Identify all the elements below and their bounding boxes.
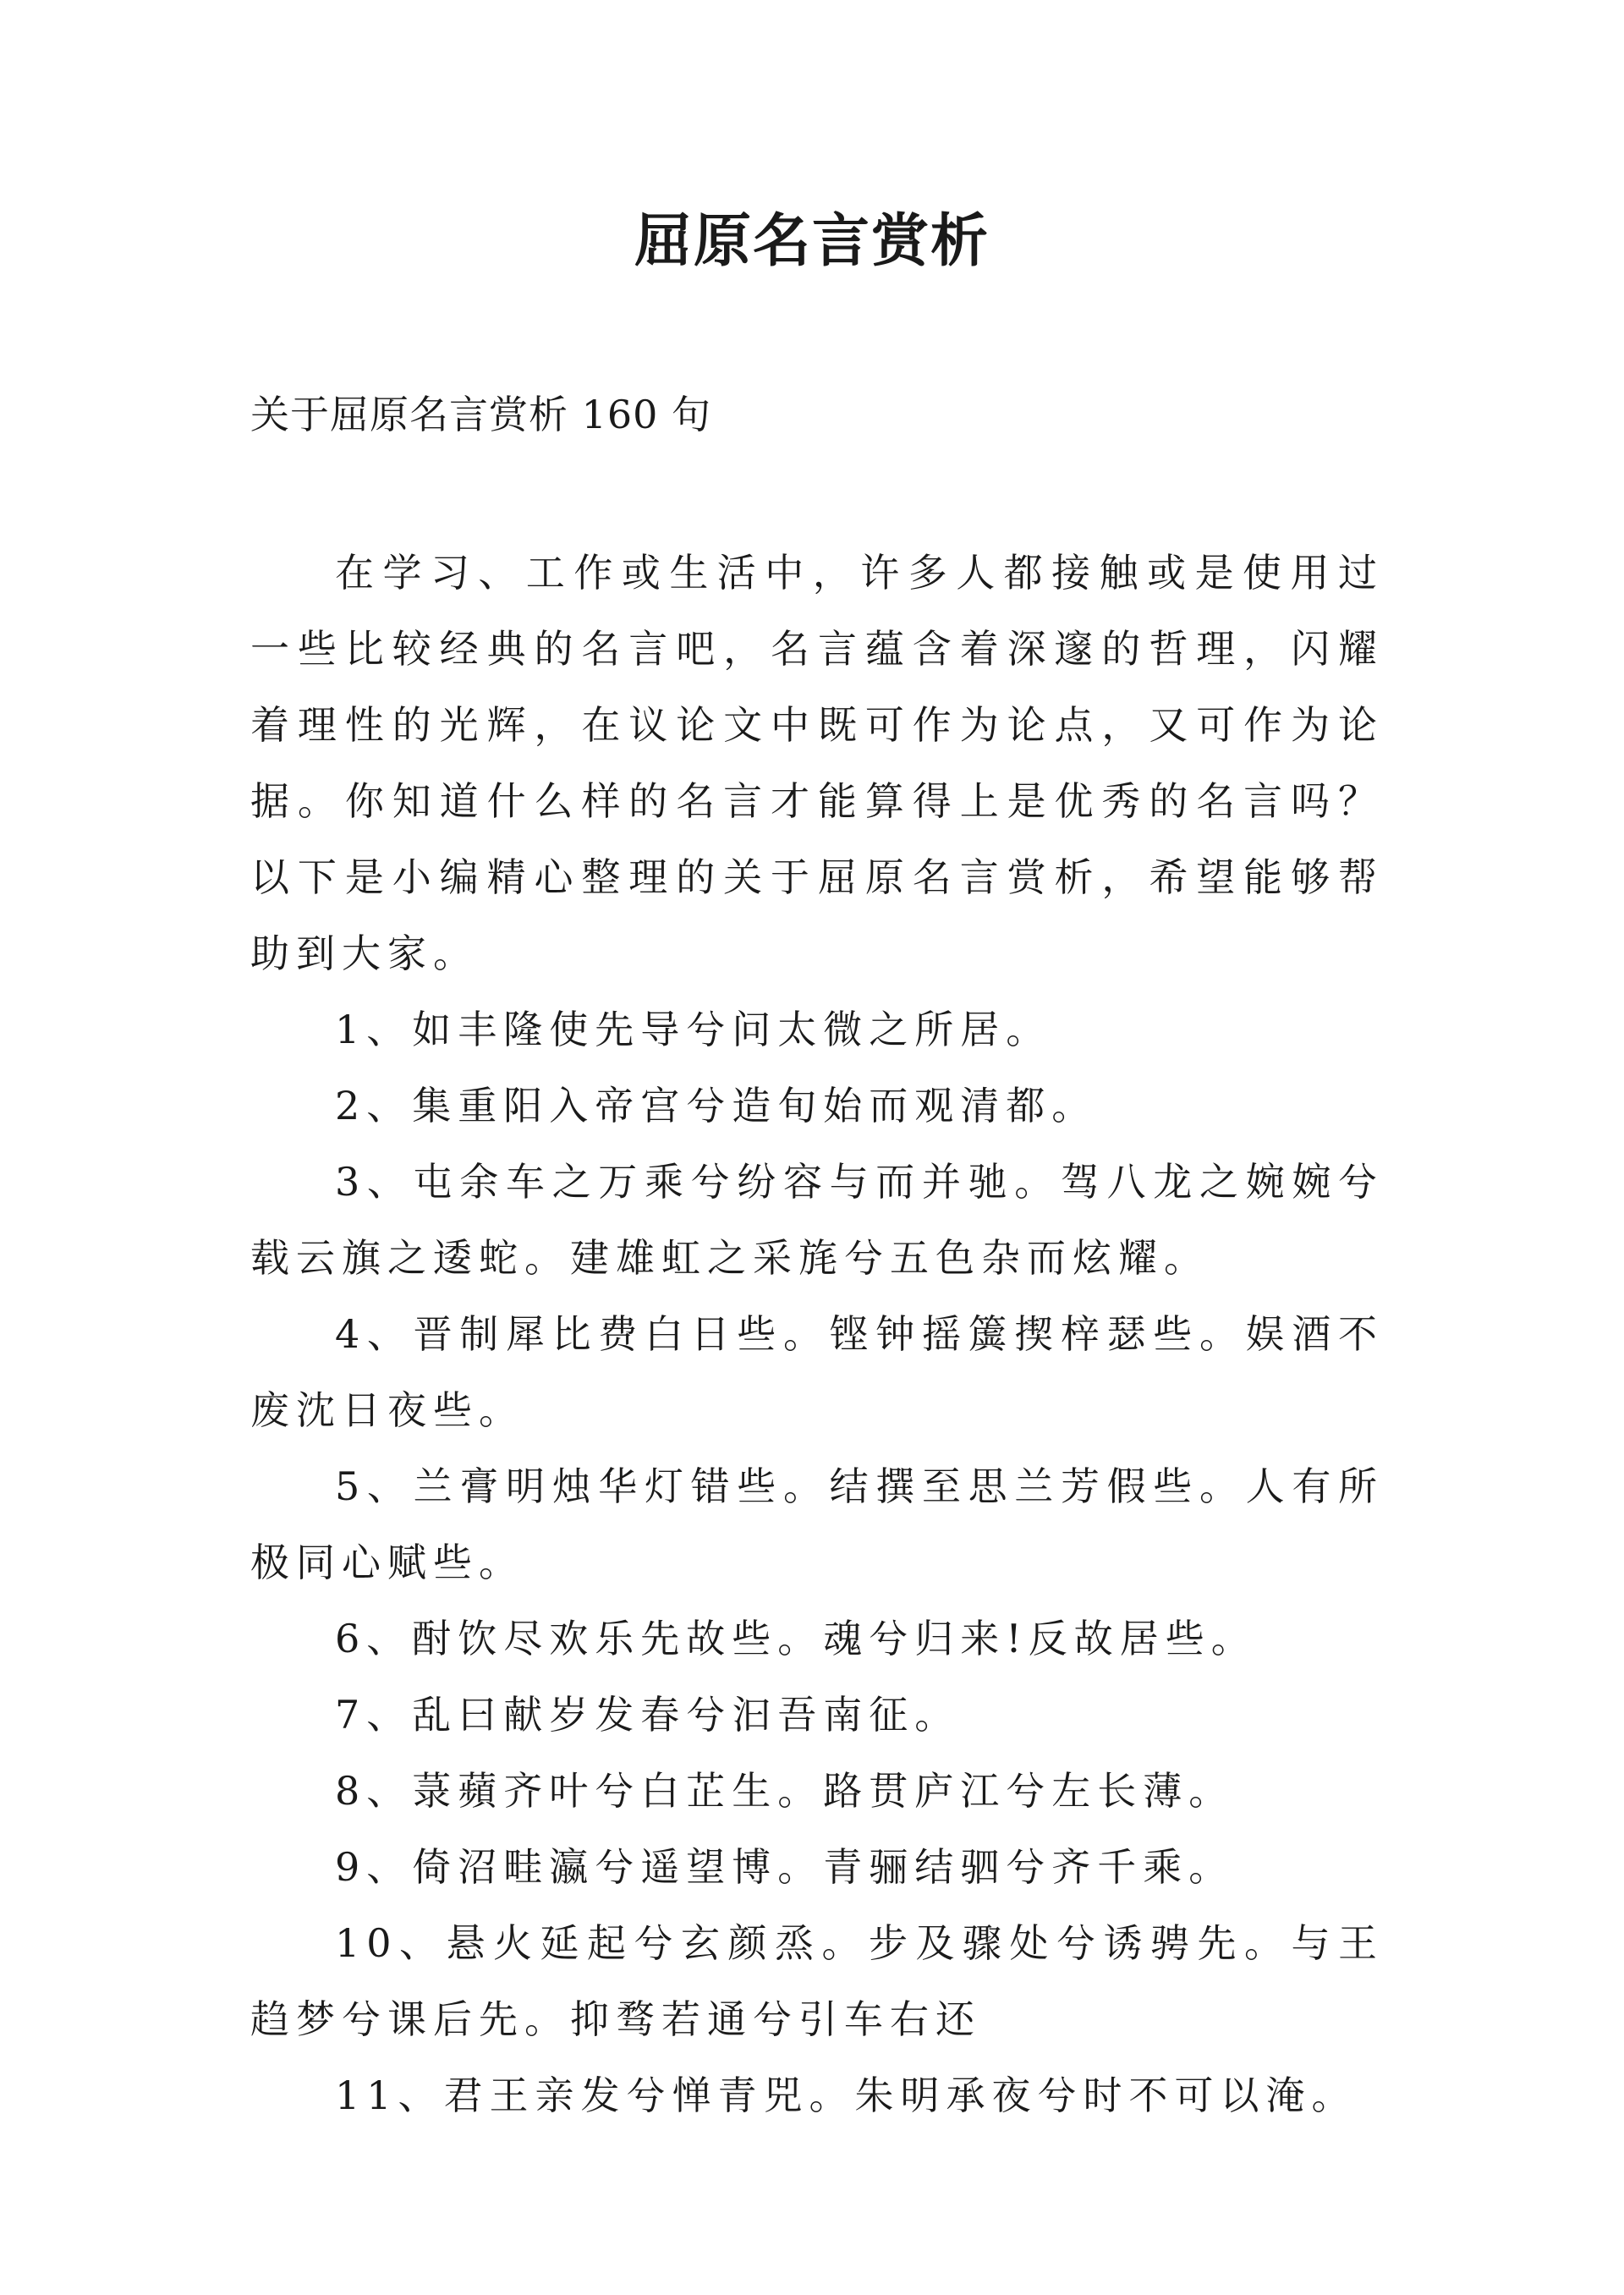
quote-item: 4、晋制犀比费白日些。铿钟摇簴揳梓瑟些。娱酒不废沈日夜些。: [250, 1311, 1384, 1433]
document-subtitle: 关于屈原名言赏析 160 句: [250, 392, 712, 437]
quote-item: 10、悬火延起兮玄颜烝。步及骤处兮诱骋先。与王趋梦兮课后先。抑骛若通兮引车右还: [250, 1920, 1384, 2042]
quote-item: 1、如丰隆使先导兮问太微之所居。: [335, 1007, 1052, 1052]
quote-item: 3、屯余车之万乘兮纷容与而并驰。驾八龙之婉婉兮载云旗之逶蛇。建雄虹之采旄兮五色杂而炫耀。: [250, 1159, 1384, 1281]
document-title: 屈原名言赏析: [634, 208, 990, 275]
quote-item: 5、兰膏明烛华灯错些。结撰至思兰芳假些。人有所极同心赋些。: [250, 1463, 1384, 1585]
quote-item: 6、酎饮尽欢乐先故些。魂兮归来!反故居些。: [335, 1616, 1257, 1661]
document-body: [250, 535, 1384, 2133]
intro-paragraph: 在学习、工作或生活中，许多人都接触或是使用过一些比较经典的名言吧，名言蕴含着深邃的哲理，闪耀着理性的光辉，在议论文中既可作为论点，又可作为论据。你知道什么样的名言才能算得上是优秀的名言吗？以下是小编精心整理的关于屈原名言赏析，希望能够帮助到大家。: [250, 550, 1384, 976]
quote-item: 8、菉蘋齐叶兮白芷生。路贯庐江兮左长薄。: [335, 1768, 1235, 1814]
quote-item: 11、君王亲发兮惮青兕。朱明承夜兮时不可以淹。: [335, 2073, 1358, 2118]
quote-item: 2、集重阳入帝宫兮造旬始而观清都。: [335, 1083, 1098, 1128]
quote-item: 7、乱曰献岁发春兮汩吾南征。: [335, 1692, 961, 1738]
quote-item: 9、倚沼畦瀛兮遥望博。青骊结驷兮齐千乘。: [335, 1844, 1235, 1890]
